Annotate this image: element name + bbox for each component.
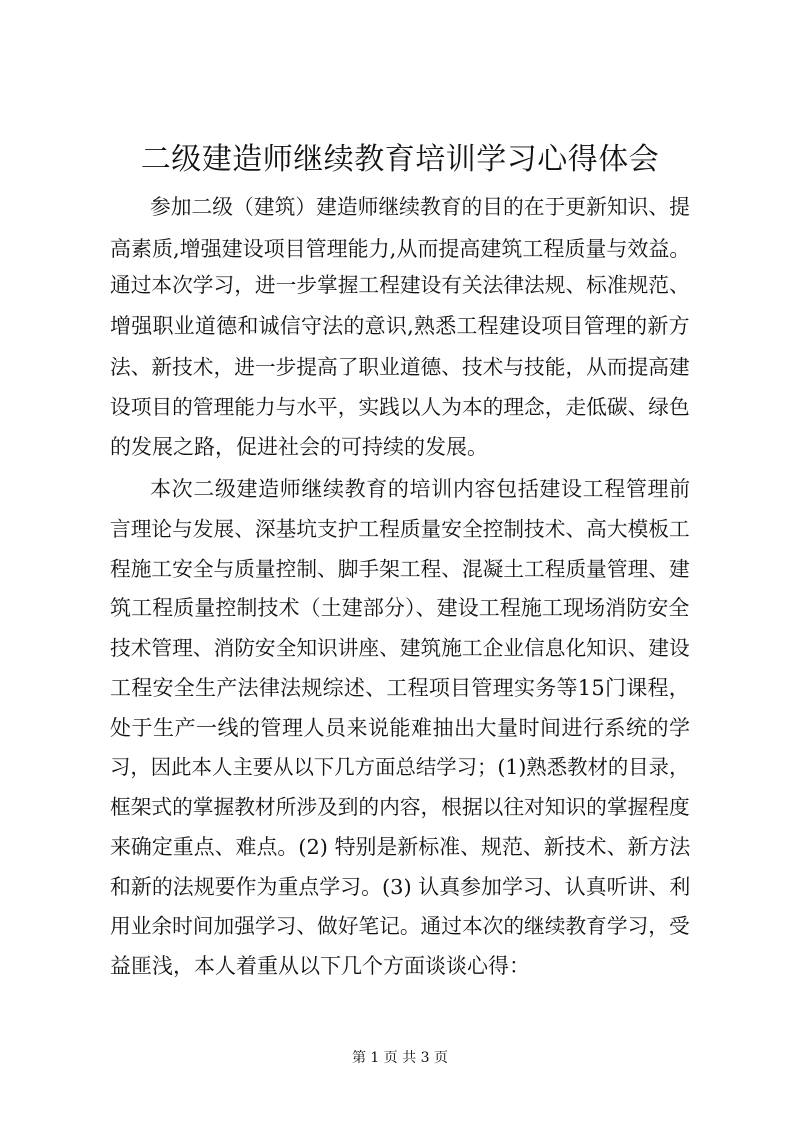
paragraph-1-line-5: 法、新技术，进一步提高了职业道德、技术与技能，从而提高建 bbox=[110, 355, 690, 379]
paragraph-1-line-2: 高素质,增强建设项目管理能力,从而提高建筑工程质量与效益。 bbox=[110, 237, 691, 261]
paragraph-2-line-3: 程施工安全与质量控制、脚手架工程、混凝土工程质量管理、建 bbox=[110, 557, 690, 581]
paragraph-2-line-12: 用业余时间加强学习、做好笔记。通过本次的继续教育学习，受 bbox=[110, 914, 690, 938]
paragraph-1-line-6: 设项目的管理能力与水平，实践以人为本的理念，走低碳、绿色 bbox=[110, 395, 690, 419]
page-title: 二级建造师继续教育培训学习心得体会 bbox=[140, 142, 660, 177]
paragraph-2-line-13: 益匪浅，本人着重从以下几个方面谈谈心得： bbox=[110, 954, 530, 978]
paragraph-2-line-1: 本次二级建造师继续教育的培训内容包括建设工程管理前 bbox=[150, 477, 691, 501]
paragraph-2-line-4: 筑工程质量控制技术（土建部分）、建设工程施工现场消防安全 bbox=[110, 596, 690, 620]
paragraph-2-line-6: 工程安全生产法律法规综述、工程项目管理实务等15门课程， bbox=[110, 676, 690, 700]
paragraph-1-line-3: 通过本次学习，进一步掌握工程建设有关法律法规、标准规范、 bbox=[110, 273, 690, 297]
paragraph-1-line-1: 参加二级（建筑）建造师继续教育的目的在于更新知识、提 bbox=[150, 195, 690, 219]
paragraph-2-line-8: 习，因此本人主要从以下几方面总结学习；(1)熟悉教材的目录， bbox=[110, 755, 690, 779]
paragraph-2-line-11: 和新的法规要作为重点学习。(3) 认真参加学习、认真听讲、利 bbox=[110, 875, 691, 899]
paragraph-2-line-10: 来确定重点、难点。(2) 特别是新标准、规范、新技术、新方法 bbox=[110, 835, 691, 859]
paragraph-2-line-7: 处于生产一线的管理人员来说能难抽出大量时间进行系统的学 bbox=[110, 716, 691, 740]
page-number-footer: 第 1 页 共 3 页 bbox=[351, 1050, 449, 1066]
paragraph-2-line-5: 技术管理、消防安全知识讲座、建筑施工企业信息化知识、建设 bbox=[110, 636, 690, 660]
paragraph-2-line-9: 框架式的掌握教材所涉及到的内容，根据以往对知识的掌握程度 bbox=[110, 795, 690, 819]
paragraph-1-line-4: 增强职业道德和诚信守法的意识,熟悉工程建设项目管理的新方 bbox=[110, 314, 690, 338]
paragraph-1-line-7: 的发展之路，促进社会的可持续的发展。 bbox=[110, 435, 488, 459]
paragraph-2-line-2: 言理论与发展、深基坑支护工程质量安全控制技术、高大模板工 bbox=[110, 517, 690, 541]
